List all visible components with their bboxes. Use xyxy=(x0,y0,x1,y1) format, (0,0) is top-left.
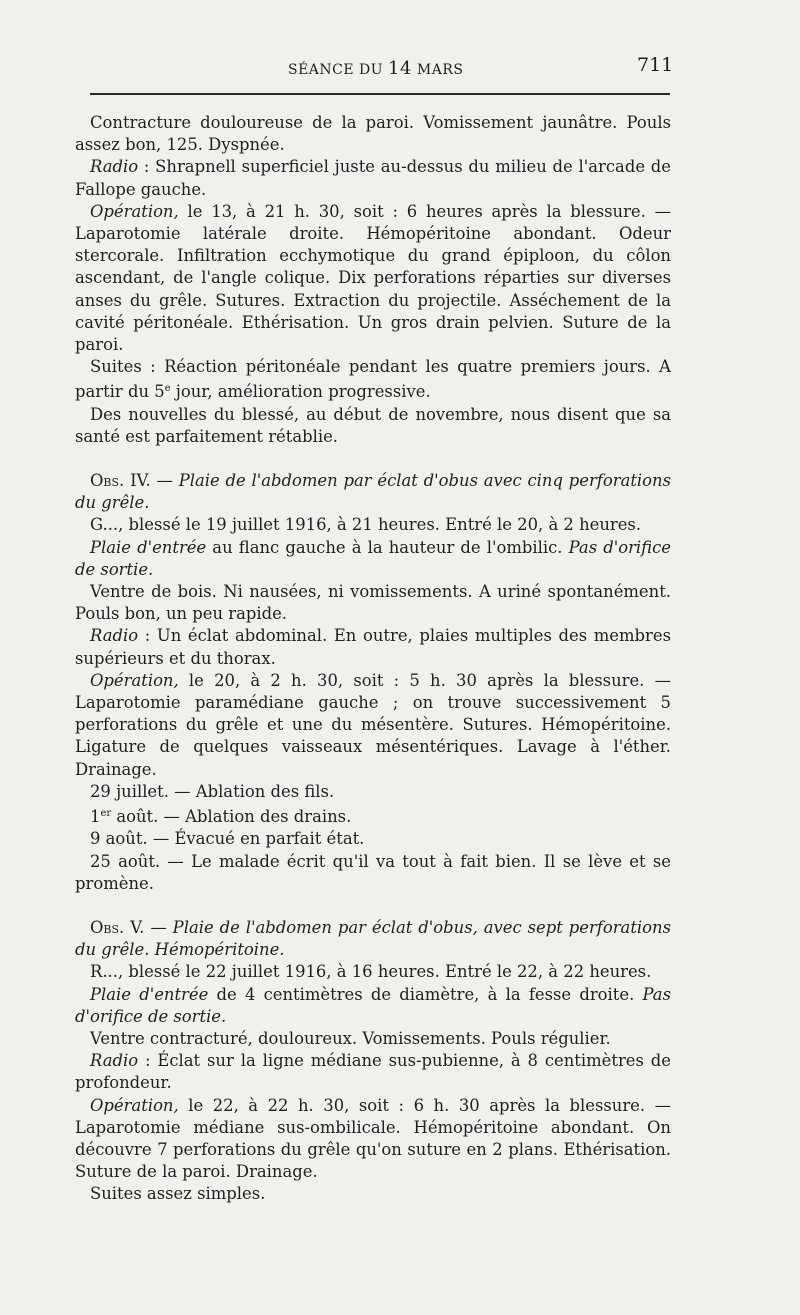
case4-heading xyxy=(75,470,671,514)
day-number: 1 xyxy=(90,807,101,827)
suites-text-end: jour, amélioration progressive. xyxy=(170,382,431,402)
body-text xyxy=(75,112,671,1206)
radio-text: : Éclat sur la ligne médiane sus-pubienne, à 8 centimètres de profondeur. xyxy=(75,1051,671,1093)
running-title-text: SÉANCE DU xyxy=(288,62,389,78)
case4-day-1: 29 juillet. — Ablation des fils. xyxy=(90,781,335,801)
case5-suites: Suites assez simples. xyxy=(90,1184,266,1204)
case4-day-2 xyxy=(75,803,671,828)
case4-entry xyxy=(75,537,671,581)
radio-label: Radio xyxy=(90,1051,139,1071)
case3-suites xyxy=(75,356,671,403)
case4-day-4: 25 août. — Le malade écrit qu'il va tout à fait bien. Il se lève et se promène. xyxy=(75,851,671,893)
entry-label: Plaie d'entrée xyxy=(90,537,207,557)
operation-label: Opération, xyxy=(90,201,179,221)
radio-text: : Shrapnell superficiel juste au-dessus du milieu de l'arcade de Fallope gauche. xyxy=(75,157,671,199)
suites-text: Suites : Réaction péritonéale pendant les quatre premiers jours. A partir du 5 xyxy=(75,357,671,402)
radio-text: : Un éclat abdominal. En outre, plaies multiples des membres supérieurs et du thorax. xyxy=(75,626,671,668)
case4-patient: G..., blessé le 19 juillet 1916, à 21 heures. Entré le 20, à 2 heures. xyxy=(90,515,642,535)
entry-text: de 4 centimètres de diamètre, à la fesse droite. xyxy=(208,984,643,1004)
entry-text: au flanc gauche à la hauteur de l'ombilic. xyxy=(206,537,569,557)
case4-radio xyxy=(75,625,671,669)
case5-patient: R..., blessé le 22 juillet 1916, à 16 heures. Entré le 22, à 22 heures. xyxy=(90,962,652,982)
exit-label: Pas d'orifice de sortie. xyxy=(75,537,671,579)
running-title-day: 14 xyxy=(388,58,412,79)
case3-news: Des nouvelles du blessé, au début de novembre, nous disent que sa santé est parfaitement rétablie. xyxy=(75,404,671,446)
case5-entry xyxy=(75,984,671,1028)
case5-exam: Ventre contracturé, douloureux. Vomissements. Pouls régulier. xyxy=(90,1028,611,1048)
page-number: 711 xyxy=(637,54,674,76)
entry-label: Plaie d'entrée xyxy=(90,984,209,1004)
case4-day-3: 9 août. — Évacué en parfait état. xyxy=(90,829,365,849)
case5-heading xyxy=(75,917,671,961)
operation-text: le 13, à 21 h. 30, soit : 6 heures après la blessure. — Laparotomie latérale droite. Hémopéritoine abondant. Odeur stercorale. Infiltration ecchymotique du grand épiploon, du côlon ascendant, de l'angle colique. Dix perforations réparties sur diverses anses du grêle. Sutures. Extraction du projectile. Asséchement de la cavité péritonéale. Ethérisation. Un gros drain pelvien. Suture de la paroi. xyxy=(75,201,671,355)
radio-label: Radio xyxy=(90,157,139,177)
operation-text: le 20, à 2 h. 30, soit : 5 h. 30 après la blessure. — Laparotomie paramédiane gauche ; on trouve successivement 5 perforations du grêle et une du mésentère. Sutures. Hémopéritoine. Ligature de quelques vaisseaux mésentériques. Lavage à l'éther. Drainage. xyxy=(75,670,671,779)
day-text: août. — Ablation des drains. xyxy=(111,807,352,827)
running-title xyxy=(288,58,463,79)
case5-radio xyxy=(75,1050,671,1094)
case4-exam: Ventre de bois. Ni nausées, ni vomissements. A uriné spontanément. Pouls bon, un peu rapide. xyxy=(75,582,671,624)
dash: — xyxy=(150,471,179,491)
header-rule xyxy=(90,93,670,95)
case5-operation xyxy=(75,1095,671,1184)
case3-radio xyxy=(75,156,671,200)
superscript: er xyxy=(100,808,112,820)
dash: — xyxy=(144,917,173,937)
page-header xyxy=(0,54,800,84)
case3-operation xyxy=(75,201,671,356)
observation-label: Obs. V. xyxy=(90,917,145,937)
observation-title: Plaie de l'abdomen par éclat d'obus, avec sept perforations du grêle. Hémopéritoine. xyxy=(75,917,671,960)
case3-symptoms: Contracture douloureuse de la paroi. Vomissement jaunâtre. Pouls assez bon, 125. Dyspnée. xyxy=(75,113,671,155)
operation-label: Opération, xyxy=(90,1095,179,1115)
observation-label: Obs. IV. xyxy=(90,471,151,491)
case4-operation xyxy=(75,670,671,781)
superscript: e xyxy=(164,383,171,395)
running-title-month: MARS xyxy=(411,62,464,78)
operation-label: Opération, xyxy=(90,670,179,690)
exit-label: Pas d'orifice de sortie. xyxy=(75,984,671,1026)
observation-title: Plaie de l'abdomen par éclat d'obus avec cinq perforations du grêle. xyxy=(75,471,671,513)
radio-label: Radio xyxy=(90,626,139,646)
operation-text: le 22, à 22 h. 30, soit : 6 h. 30 après la blessure. — Laparotomie médiane sus-ombilicale. Hémopéritoine abondant. On découvre 7 perforations du grêle qu'on suture en 2 plans. Ethérisation. Suture de la paroi. Drainage. xyxy=(75,1095,671,1182)
